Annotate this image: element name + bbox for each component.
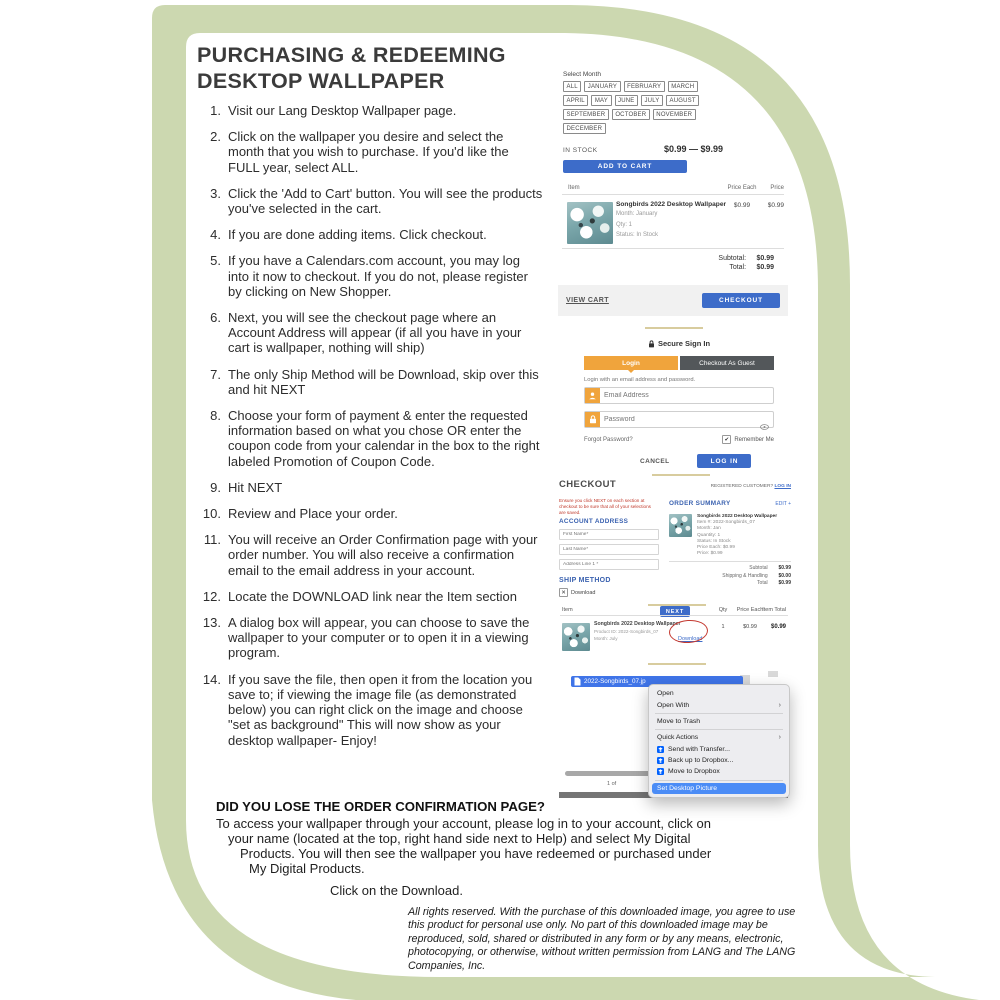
menu-item-set-desktop-picture[interactable]: Set Desktop Picture [652, 783, 786, 794]
menu-item-open[interactable]: Open [657, 690, 674, 698]
cart-footer-bar [558, 285, 788, 316]
check-icon: ✔ [724, 436, 730, 443]
section-divider [648, 663, 706, 665]
page-count-status: 1 of [607, 781, 617, 787]
step-item: 11. You will receive an Order Confirmation page with your order number. You will also receive a confirmation email to the email address in your account. [203, 532, 538, 578]
last-name-field[interactable] [559, 544, 659, 555]
section-divider [645, 327, 703, 329]
dropbox-icon [657, 757, 664, 764]
order-summary-heading: ORDER SUMMARY [669, 500, 731, 507]
tab-login[interactable]: Login [584, 356, 678, 370]
step-item: 12. Locate the DOWNLOAD link near the Item section [202, 588, 518, 604]
cart-item-price-each: $0.99 [733, 202, 751, 209]
month-option-december[interactable]: DECEMBER [563, 123, 606, 134]
step-item: 5. If you have a Calendars.com account, you may log into it now to checkout. If you do not, please register by clicking on New Shopper. [210, 253, 528, 299]
dropbox-icon [657, 746, 664, 753]
step-item: 8. Choose your form of payment & enter the requested information based on what you chose OR enter the coupon code from your calendar in the box to the right labeled Promotion of Coupon Code. [210, 408, 540, 469]
log-in-button[interactable]: LOG IN [697, 454, 751, 468]
order-item-name: Songbirds 2022 Desktop Wallpaper [594, 621, 681, 627]
cart-header-item: Item [568, 185, 580, 191]
lost-confirmation-heading: DID YOU LOSE THE ORDER CONFIRMATION PAGE? [216, 799, 545, 814]
eye-icon[interactable] [760, 417, 769, 435]
window-fragment [768, 671, 778, 677]
month-option-july[interactable]: JULY [641, 95, 663, 106]
month-option-september[interactable]: SEPTEMBER [563, 109, 609, 120]
download-checkbox[interactable] [559, 588, 568, 597]
lost-confirmation-text: Products. You will then see the wallpaper you have redeemed or purchased under [240, 846, 712, 861]
product-selector-screenshot [563, 71, 723, 173]
email-field-row [584, 387, 774, 404]
total-label: Total: [729, 264, 747, 271]
month-option-march[interactable]: MARCH [668, 81, 698, 92]
cart-header-price: Price [770, 185, 784, 191]
cart-item-month: Month: January [616, 211, 658, 217]
step-item: 2. Click on the wallpaper you desire and select the month that you wish to purchase. If you'd like the FULL year, select ALL. [210, 129, 509, 175]
dropbox-icon [657, 768, 664, 775]
month-options [563, 81, 723, 134]
lost-confirmation-text: To access your wallpaper through your account, please log in to your account, click on [216, 816, 711, 831]
order-item-qty: 1 [721, 624, 725, 630]
menu-item-open-with[interactable]: Open With › [657, 701, 781, 709]
cart-screenshot [562, 185, 784, 316]
order-item-price-each: $0.99 [743, 624, 757, 630]
edit-link[interactable]: EDIT + [775, 501, 791, 507]
page-title-line2: DESKTOP WALLPAPER [197, 69, 445, 93]
page-title [197, 42, 617, 94]
month-option-april[interactable]: APRIL [563, 95, 588, 106]
step-item: 7. The only Ship Method will be Download, skip over this and hit NEXT [210, 366, 539, 397]
cart-item-row [562, 195, 784, 248]
lost-confirmation-text: your name (located at the top, right hand side next to Help) and select My Digital [228, 831, 691, 846]
lost-confirmation-section [216, 799, 721, 898]
menu-item-move-to-dropbox[interactable]: Move to Dropbox [649, 766, 789, 777]
price-range: $0.99 — $9.99 [663, 144, 723, 154]
product-thumbnail [562, 623, 590, 651]
stock-status: IN STOCK [563, 147, 598, 154]
cart-item-qty: Qty: 1 [616, 221, 633, 228]
person-icon [585, 388, 600, 403]
month-option-october[interactable]: OCTOBER [612, 109, 650, 120]
remember-me-label: Remember Me [734, 436, 774, 443]
cart-item-name: Songbirds 2022 Desktop Wallpaper [616, 201, 727, 208]
lock-icon [648, 340, 655, 348]
total-value: $0.99 [756, 264, 774, 271]
menu-item-move-to-trash[interactable]: Move to Trash [657, 717, 701, 725]
product-thumbnail [669, 514, 692, 537]
order-summary-lines: Songbirds 2022 Desktop Wallpaper Item #: 2022-Songbirds_07 Month: Jan Quantity: 1 Status: In Stock Price Each: $0.99 Price: $0.99 [697, 514, 778, 557]
checkout-screenshot [559, 479, 791, 617]
tab-checkout-as-guest[interactable]: Checkout As Guest [680, 356, 774, 370]
checkout-button[interactable]: CHECKOUT [702, 293, 780, 308]
step-item: 6. Next, you will see the checkout page where an Account Address will appear (if all you have in your cart is wallpaper, nothing will ship) [210, 310, 522, 356]
step-item: 13. A dialog box will appear, you can choose to save the wallpaper to your computer or to open it in a viewing program. [202, 615, 530, 661]
first-name-field[interactable] [559, 529, 659, 540]
remember-me[interactable] [722, 435, 774, 444]
step-item: 1. Visit our Lang Desktop Wallpaper page. [210, 103, 457, 118]
step-item: 9. Hit NEXT [210, 479, 283, 495]
product-thumbnail [567, 202, 613, 244]
order-item-row [560, 616, 788, 647]
order-item-month: Month: July [594, 636, 618, 641]
cart-table-header [562, 185, 784, 195]
menu-item-quick-actions[interactable]: Quick Actions › [657, 734, 781, 742]
order-summary-totals: Subtotal $0.99 Shipping & Handling $0.00 Total $0.99 [669, 561, 791, 588]
registered-customer-note: REGISTERED CUSTOMER? LOG IN [710, 484, 791, 489]
select-month-label: Select Month [563, 71, 601, 78]
cart-item-status: Status: In Stock [616, 232, 659, 238]
view-cart-link[interactable]: VIEW CART [566, 296, 609, 304]
month-option-february[interactable]: FEBRUARY [624, 81, 665, 92]
next-button[interactable]: NEXT [660, 606, 690, 617]
month-option-all[interactable]: ALL [563, 81, 581, 92]
month-option-november[interactable]: NOVEMBER [653, 109, 696, 120]
month-option-june[interactable]: JUNE [615, 95, 638, 106]
menu-item-send-with-transfer[interactable]: Send with Transfer... [649, 744, 789, 755]
order-item-total: $0.99 [770, 624, 786, 630]
cart-item-price: $0.99 [767, 202, 784, 209]
download-link[interactable]: Download [678, 636, 703, 642]
menu-divider [655, 780, 783, 781]
page-title-line1: PURCHASING & REDEEMING [197, 43, 506, 67]
cart-header-price-each: Price Each [727, 185, 757, 191]
legal-fine-print: All rights reserved. With the purchase of this downloaded image, you agree to use this product for personal use only. No part of this downloaded image may be reproduced, sold, shared or distributed in any form or by any means, electronic, photocopying, or otherwise, without written permission from LANG and The LANG Companies, Inc. [408, 906, 796, 972]
log-in-link[interactable]: LOG IN [774, 484, 791, 489]
file-icon [574, 677, 581, 686]
sign-in-screenshot [584, 339, 774, 468]
section-divider [652, 474, 710, 476]
step-item: 3. Click the 'Add to Cart' button. You will see the products you've selected in the cart. [210, 185, 543, 217]
context-menu [648, 684, 790, 798]
month-option-may[interactable]: MAY [591, 95, 611, 106]
address-line-field[interactable] [559, 559, 659, 570]
finder-screenshot [563, 671, 790, 801]
add-to-cart-button[interactable]: ADD TO CART [563, 160, 687, 173]
submenu-arrow-icon: › [778, 701, 781, 709]
month-option-august[interactable]: AUGUST [666, 95, 699, 106]
menu-divider [655, 713, 783, 714]
submenu-arrow-icon: › [778, 734, 781, 742]
checkout-heading: CHECKOUT [559, 479, 617, 490]
selected-filename: 2022-Songbirds_07.jp [584, 678, 646, 685]
month-option-january[interactable]: JANUARY [584, 81, 620, 92]
order-item-product-id: Product ID: 2022-Songbirds_07 [594, 628, 659, 634]
lock-icon [585, 412, 600, 427]
ship-method-heading: SHIP METHOD [559, 577, 611, 585]
checkout-warning-text: Ensure you click NEXT on each section at checkout to be sure that all of your selections are saved. [559, 498, 651, 515]
password-field-row [584, 411, 774, 428]
password-input[interactable] [600, 414, 773, 425]
step-item: 10. Review and Place your order. [202, 506, 398, 522]
forgot-password-link[interactable]: Forgot Password? [584, 436, 633, 443]
login-instruction: Login with an email address and password. [584, 377, 696, 383]
remember-me-checkbox[interactable] [722, 435, 731, 444]
step-item: 4. If you are done adding items. Click checkout. [210, 227, 487, 243]
summary-item-name: Songbirds 2022 Desktop Wallpaper [697, 514, 778, 519]
cart-totals [562, 249, 784, 279]
menu-divider [655, 729, 783, 730]
click-download-note: Click on the Download. [330, 883, 463, 898]
items-table-header: Item Qty Price Each Item Total [560, 607, 788, 616]
subtotal-value: $0.99 [756, 254, 774, 262]
email-input[interactable] [600, 390, 773, 401]
secure-sign-in-heading: Secure Sign In [584, 339, 774, 348]
x-check-icon: ✕ [561, 589, 566, 596]
instruction-steps [196, 103, 543, 759]
step-item: 14. If you save the file, then open it from the location you save to; if viewing the image file (as demonstrated below) you can right click on the image and choose "set as background" This will now show as your desktop wallpaper- Enjoy! [202, 671, 533, 748]
subtotal-label: Subtotal: [718, 254, 747, 262]
download-ship-option[interactable] [559, 588, 657, 597]
order-items-screenshot [560, 607, 788, 647]
cancel-button[interactable]: CANCEL [640, 457, 670, 465]
section-divider [648, 604, 706, 606]
menu-item-back-up-to-dropbox[interactable]: Back up to Dropbox... [649, 755, 789, 766]
download-option-label: Download [571, 589, 596, 596]
lost-confirmation-text: My Digital Products. [249, 861, 365, 876]
account-address-heading: ACCOUNT ADDRESS [559, 518, 629, 526]
